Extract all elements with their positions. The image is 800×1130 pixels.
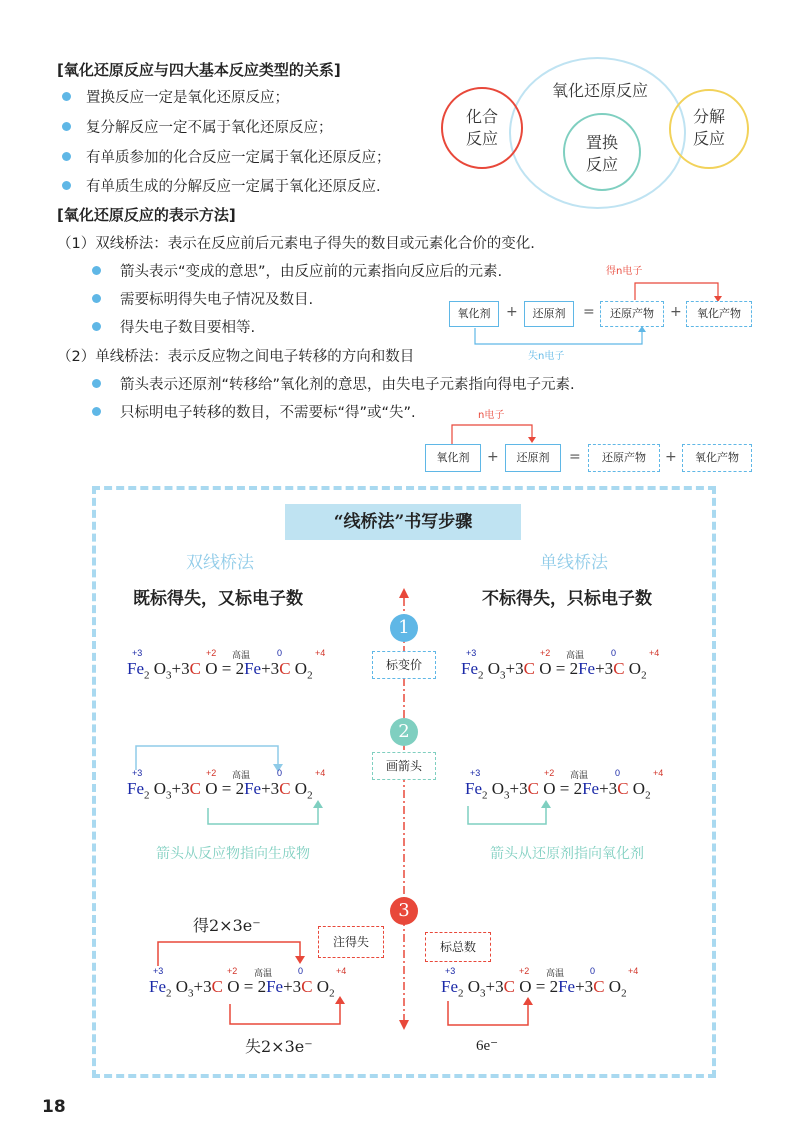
condition: 高温: [546, 968, 565, 978]
diagram2-plus: +: [487, 449, 499, 465]
step2-right-arrow: [460, 800, 580, 830]
ox-state: +2: [206, 768, 217, 778]
double-bridge-title: 双线桥法: [186, 553, 254, 573]
ox-state: 0: [277, 648, 283, 658]
page-number: 18: [42, 1097, 66, 1117]
condition: 高温: [570, 770, 589, 780]
condition: 高温: [232, 650, 251, 660]
step-1-label: 标变价: [372, 651, 436, 679]
diagram2-ox-product-box: 氧化产物: [682, 444, 752, 472]
bullet-dot: [62, 152, 71, 161]
venn-displacement-line2: 反应: [585, 155, 618, 174]
double-bridge-arrow-note: 箭头从反应物指向生成物: [156, 846, 310, 862]
ox-state: +4: [315, 768, 326, 778]
total-electrons-label: 6e⁻: [476, 1038, 499, 1054]
single-bridge-arrow-note: 箭头从还原剂指向氧化剂: [490, 846, 644, 862]
diagram1-oxidant-box: 氧化剂: [449, 301, 499, 327]
condition: 高温: [566, 650, 585, 660]
gain-electrons-label: 得2×3e⁻: [193, 916, 261, 935]
ox-state: +3: [132, 648, 143, 658]
ox-state: +2: [519, 966, 530, 976]
diagram1-plus: +: [506, 304, 518, 320]
equation-step2-right: $Fe_2$ $O_3+3C$ O = 2Fe+3C $O_2$: [465, 779, 651, 802]
equation-step2-left: $Fe_2$ $O_3+3C$ O = 2Fe+3C $O_2$: [127, 779, 313, 802]
diagram1-plus-2: +: [670, 304, 682, 320]
single-bridge-title: 单线桥法: [540, 553, 608, 573]
diagram1-reductant-box: 还原剂: [524, 301, 574, 327]
ox-state: +2: [206, 648, 217, 658]
step-2-circle: 2: [390, 718, 418, 746]
ox-state: +3: [153, 966, 164, 976]
equation-step1-right: $Fe_2$ $O_3+3C$ O = 2Fe+3C $O_2$: [461, 659, 647, 682]
equation-step1-left: $Fe_2$ $O_3+3C$ O = 2Fe+3C $O_2$: [127, 659, 313, 682]
ox-state: +4: [336, 966, 347, 976]
bullet-dot: [62, 181, 71, 190]
steps-title: “线桥法”书写步骤: [285, 504, 521, 540]
step-1-circle: 1: [390, 614, 418, 642]
equation-step3-right: $Fe_2$ $O_3+3C$ O = 2Fe+3C $O_2$: [441, 977, 627, 1000]
single-bridge-subtitle: 不标得失，只标电子数: [482, 589, 652, 609]
bullet-dot: [92, 379, 101, 388]
relation-bullet-3: 有单质参加的化合反应一定属于氧化还原反应；: [86, 150, 391, 166]
relation-bullet-1: 置换反应一定是氧化还原反应；: [86, 90, 289, 106]
diagram2-reductant-box: 还原剂: [505, 444, 561, 472]
diagram1-gain-label: 得n电子: [606, 266, 643, 277]
ox-state: +2: [540, 648, 551, 658]
ox-state: +3: [445, 966, 456, 976]
ox-state: 0: [615, 768, 621, 778]
diagram1-red-product-box: 还原产物: [600, 301, 664, 327]
ox-state: +2: [227, 966, 238, 976]
diagram1-ox-product-box: 氧化产物: [686, 301, 752, 327]
step-2-label: 画箭头: [372, 752, 436, 780]
bullet-dot: [92, 294, 101, 303]
double-bullet-1: 箭头表示“变成的意思”，由反应前的元素指向反应后的元素.: [120, 264, 503, 280]
condition: 高温: [254, 968, 273, 978]
double-bullet-3: 得失电子数目要相等.: [120, 320, 256, 336]
venn-displacement-line1: 置换: [585, 133, 618, 152]
ox-state: 0: [611, 648, 617, 658]
relation-bullet-2: 复分解反应一定不属于氧化还原反应；: [86, 120, 333, 136]
single-bullet-1: 箭头表示还原剂“转移给”氧化剂的意思，由失电子元素指向得电子元素.: [120, 377, 575, 393]
step-3-left-label: 注得失: [318, 926, 384, 958]
diagram2-plus-2: +: [665, 449, 677, 465]
single-bullet-2: 只标明电子转移的数目，不需要标“得”或“失”.: [120, 405, 416, 421]
ox-state: +4: [628, 966, 639, 976]
diagram2-oxidant-box: 氧化剂: [425, 444, 481, 472]
double-bullet-2: 需要标明得失电子情况及数目.: [120, 292, 314, 308]
lose-electrons-label: 失2×3e⁻: [245, 1037, 313, 1056]
ox-state: +4: [315, 648, 326, 658]
ox-state: +2: [544, 768, 555, 778]
gain-arrow: [635, 283, 718, 300]
venn-combination-line1: 化合: [465, 107, 498, 126]
double-bridge-heading: （1）双线桥法：表示在反应前后元素电子得失的数目或元素化合价的变化.: [57, 236, 535, 252]
ox-state: +3: [466, 648, 477, 658]
ox-state: 0: [590, 966, 596, 976]
diagram2-electrons-label: n电子: [478, 410, 505, 421]
relation-bullet-4: 有单质生成的分解反应一定属于氧化还原反应.: [86, 179, 381, 195]
venn-redox-label: 氧化还原反应: [551, 81, 648, 100]
section-title-relation: [氧化还原反应与四大基本反应类型的关系]: [57, 61, 341, 79]
condition: 高温: [232, 770, 251, 780]
diagram1-lose-label: 失n电子: [528, 351, 565, 362]
ox-state: 0: [298, 966, 304, 976]
lose-arrow: [475, 328, 642, 344]
bullet-dot: [92, 322, 101, 331]
double-bridge-subtitle: 既标得失，又标电子数: [133, 589, 303, 609]
ox-state: +3: [470, 768, 481, 778]
ox-state: +4: [649, 648, 660, 658]
venn-decomposition-line2: 反应: [692, 129, 725, 148]
equation-step3-left: $Fe_2$ $O_3+3C$ O = 2Fe+3C $O_2$: [149, 977, 335, 1000]
diagram1-equals: =: [583, 304, 595, 320]
bullet-dot: [62, 92, 71, 101]
bullet-dot: [92, 266, 101, 275]
diagram2-equals: =: [569, 449, 581, 465]
ox-state: +3: [132, 768, 143, 778]
venn-decomposition-line1: 分解: [692, 107, 725, 126]
step-3-right-label: 标总数: [425, 932, 491, 962]
section-title-methods: [氧化还原反应的表示方法]: [57, 206, 236, 224]
ox-state: +4: [653, 768, 664, 778]
single-bridge-heading: （2）单线桥法：表示反应物之间电子转移的方向和数目: [57, 349, 415, 365]
diagram2-red-product-box: 还原产物: [588, 444, 660, 472]
bullet-dot: [92, 407, 101, 416]
step3-right-arrow: [440, 995, 550, 1035]
bullet-dot: [62, 122, 71, 131]
venn-combination-line2: 反应: [465, 129, 498, 148]
step-3-circle: 3: [390, 897, 418, 925]
ox-state: 0: [277, 768, 283, 778]
